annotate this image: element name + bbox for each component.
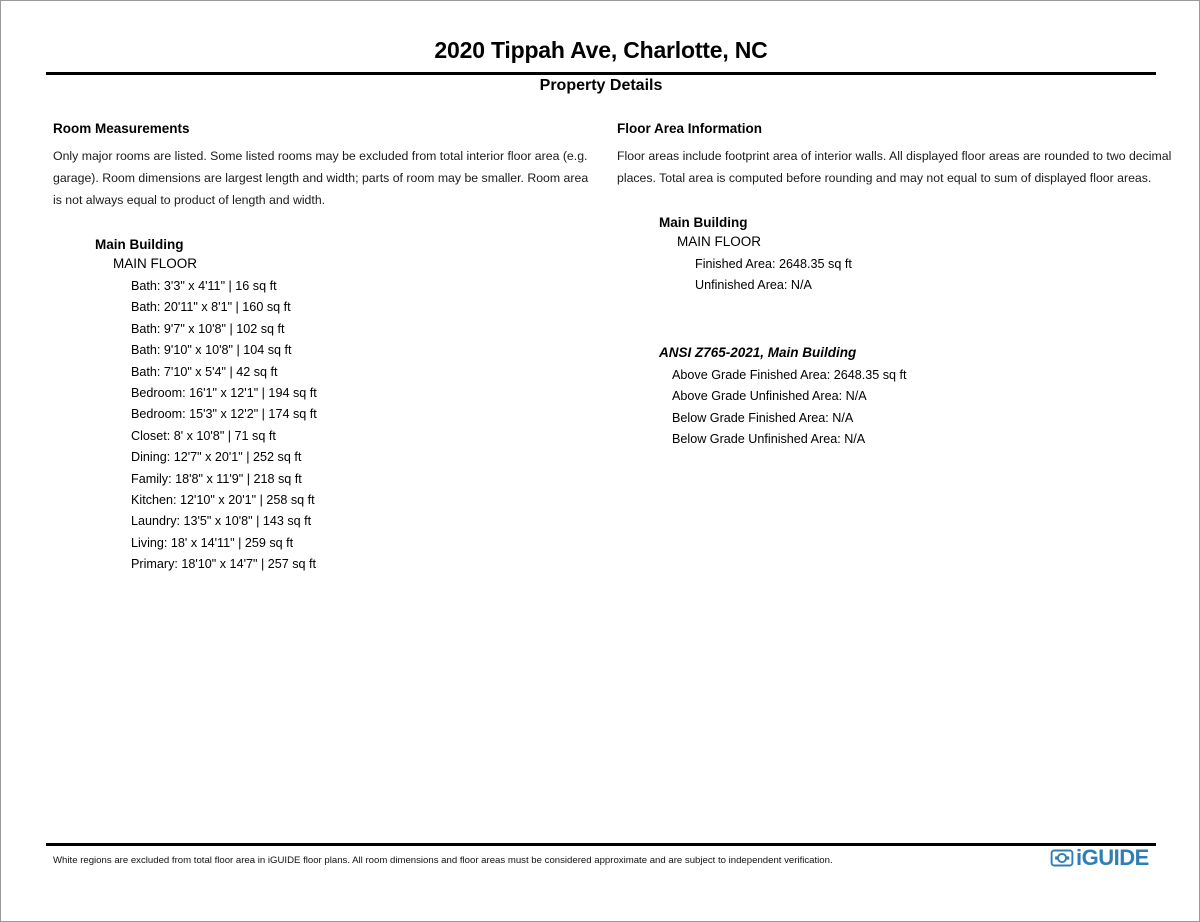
- floor-area-column: [617, 121, 1177, 450]
- room-entry: Laundry: 13'5" x 10'8" | 143 sq ft: [131, 514, 312, 529]
- room-entry: Bath: 20'11" x 8'1" | 160 sq ft: [131, 300, 291, 315]
- ansi-standard-group: [617, 345, 1177, 451]
- room-entry: Kitchen: 12'10" x 20'1" | 258 sq ft: [131, 493, 315, 508]
- ansi-entry: Below Grade Finished Area: N/A: [672, 410, 854, 425]
- floor-area-entry: Finished Area: 2648.35 sq ft: [695, 257, 852, 271]
- room-measurements-note: Only major rooms are listed. Some listed rooms may be excluded from total interior floor area (e.g. garage). Room dimensions are largest length and width; parts of room may be smaller. Room area is not always equal to product of length and width.: [53, 149, 589, 207]
- room-measurements-group: [53, 237, 598, 576]
- iguide-logo: [1050, 846, 1149, 870]
- room-entry: Closet: 8' x 10'8" | 71 sq ft: [131, 428, 276, 443]
- floor-label: MAIN FLOOR: [113, 256, 198, 271]
- ansi-title: ANSI Z765-2021, Main Building: [659, 344, 857, 360]
- footer-disclaimer: White regions are excluded from total floor area in iGUIDE floor plans. All room dimensions and floor areas must be considered approximate and are subject to independent verification.: [53, 855, 833, 866]
- header-divider: [46, 72, 1156, 75]
- footer-divider: [46, 843, 1156, 846]
- room-entry: Primary: 18'10" x 14'7" | 257 sq ft: [131, 557, 317, 572]
- floor-area-note: Floor areas include footprint area of interior walls. All displayed floor areas are rounded to two decimal places. Total area is computed before rounding and may not equal to sum of displayed floor areas.: [617, 149, 1172, 185]
- room-entry: Bath: 7'10" x 5'4" | 42 sq ft: [131, 364, 278, 379]
- room-entry: Dining: 12'7" x 20'1" | 252 sq ft: [131, 450, 302, 465]
- ansi-entry: Above Grade Finished Area: 2648.35 sq ft: [672, 367, 907, 382]
- floor-area-entry: Unfinished Area: N/A: [695, 278, 812, 293]
- building-label: Main Building: [659, 215, 748, 230]
- room-list: [53, 276, 598, 576]
- floor-area-heading: Floor Area Information: [617, 121, 763, 136]
- room-entry: Bedroom: 16'1" x 12'1" | 194 sq ft: [131, 386, 317, 401]
- page-title: 2020 Tippah Ave, Charlotte, NC: [434, 37, 768, 63]
- room-entry: Family: 18'8" x 11'9" | 218 sq ft: [131, 471, 302, 486]
- floor-label: MAIN FLOOR: [677, 234, 762, 249]
- ansi-list: [617, 365, 1177, 451]
- room-entry: Bedroom: 15'3" x 12'2" | 174 sq ft: [131, 407, 317, 422]
- room-measurements-heading: Room Measurements: [53, 121, 190, 136]
- floor-area-group: [617, 215, 1177, 297]
- page-content: [1, 1, 1199, 921]
- ansi-entry: Below Grade Unfinished Area: N/A: [672, 432, 866, 447]
- ansi-entry: Above Grade Unfinished Area: N/A: [672, 389, 867, 404]
- building-label: Main Building: [95, 237, 184, 252]
- room-measurements-column: [53, 121, 598, 576]
- room-entry: Bath: 3'3" x 4'11" | 16 sq ft: [131, 279, 277, 293]
- iguide-logo-text: iGUIDE: [1076, 845, 1149, 870]
- room-entry: Bath: 9'7" x 10'8" | 102 sq ft: [131, 321, 285, 336]
- room-entry: Bath: 9'10" x 10'8" | 104 sq ft: [131, 343, 292, 358]
- camera-icon: [1050, 846, 1074, 870]
- page-subtitle: Property Details: [539, 77, 663, 94]
- room-entry: Living: 18' x 14'11" | 259 sq ft: [131, 535, 294, 550]
- floor-area-list: [617, 254, 1177, 297]
